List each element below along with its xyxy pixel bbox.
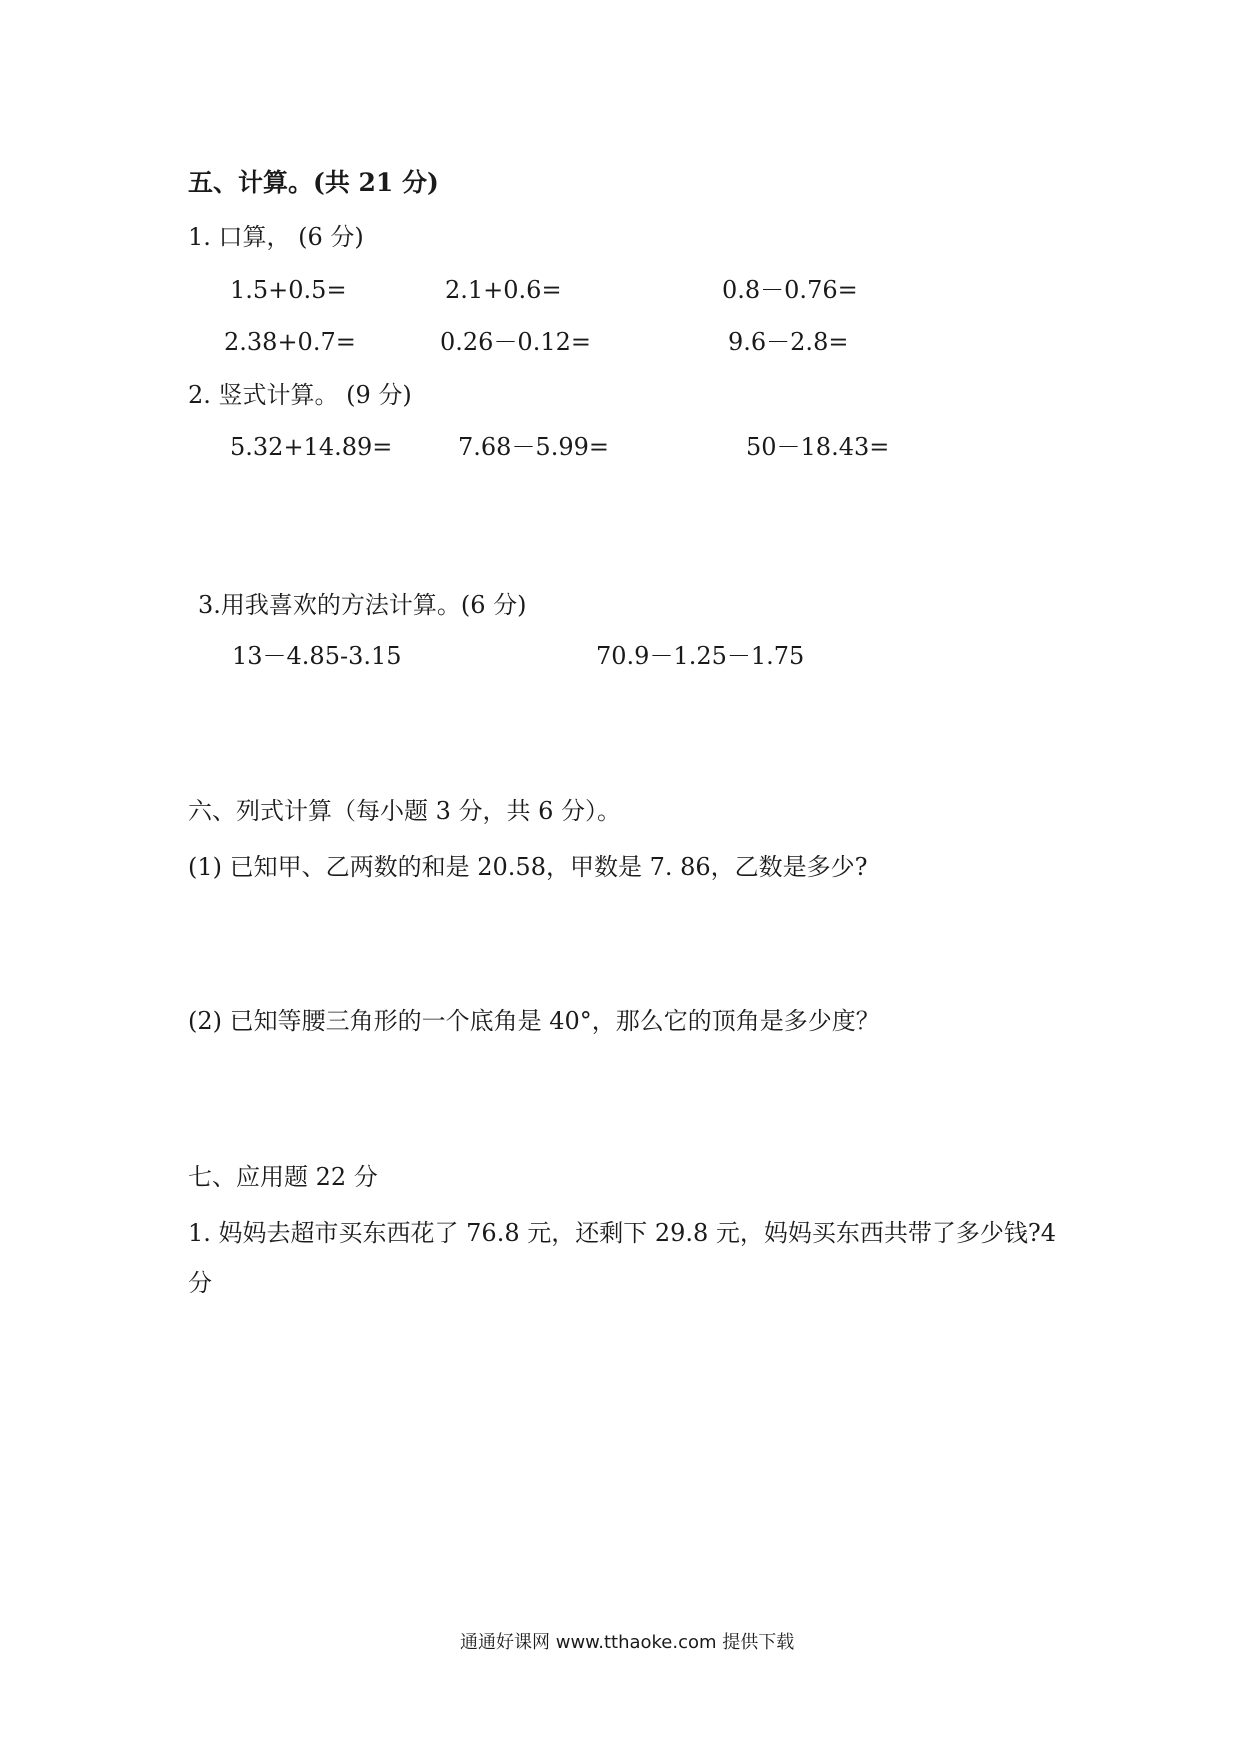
mental-calc-item: 0.8－0.76= — [722, 276, 858, 304]
mental-calc-item: 2.38+0.7= — [224, 328, 356, 356]
mental-calc-item: 1.5+0.5= — [230, 276, 347, 304]
section6-title: 六、列式计算（每小题 3 分，共 6 分）。 — [188, 797, 622, 825]
vertical-calc-item: 5.32+14.89= — [230, 433, 393, 461]
method-calc-item: 70.9－1.25－1.75 — [596, 642, 805, 670]
section5-title: 五、计算。(共 21 分) — [188, 168, 439, 197]
section6-question-2: (2) 已知等腰三角形的一个底角是 40°，那么它的顶角是多少度？ — [188, 1007, 880, 1035]
section7-question-1: 1. 妈妈去超市买东西花了 76.8 元，还剩下 29.8 元，妈妈买东西共带了多少钱?4 — [188, 1219, 1057, 1247]
mental-calc-item: 2.1+0.6= — [445, 276, 562, 304]
section6-question-1: (1) 已知甲、乙两数的和是 20.58，甲数是 7. 86，乙数是多少? — [188, 853, 868, 881]
vertical-calc-item: 50－18.43= — [746, 433, 890, 461]
section5-q3-label: 3.用我喜欢的方法计算。(6 分) — [198, 591, 527, 619]
vertical-calc-item: 7.68－5.99= — [458, 433, 609, 461]
section5-q2-label: 2. 竖式计算。 (9 分) — [188, 381, 412, 409]
method-calc-item: 13－4.85-3.15 — [232, 642, 402, 670]
section7-title: 七、应用题 22 分 — [188, 1163, 378, 1191]
section7-question-1-continued: 分 — [188, 1269, 212, 1297]
mental-calc-item: 0.26－0.12= — [440, 328, 591, 356]
section5-q1-label: 1. 口算， (6 分) — [188, 223, 364, 251]
mental-calc-item: 9.6－2.8= — [728, 328, 849, 356]
page-footer: 通通好课网 www.tthaoke.com 提供下载 — [460, 1632, 795, 1653]
